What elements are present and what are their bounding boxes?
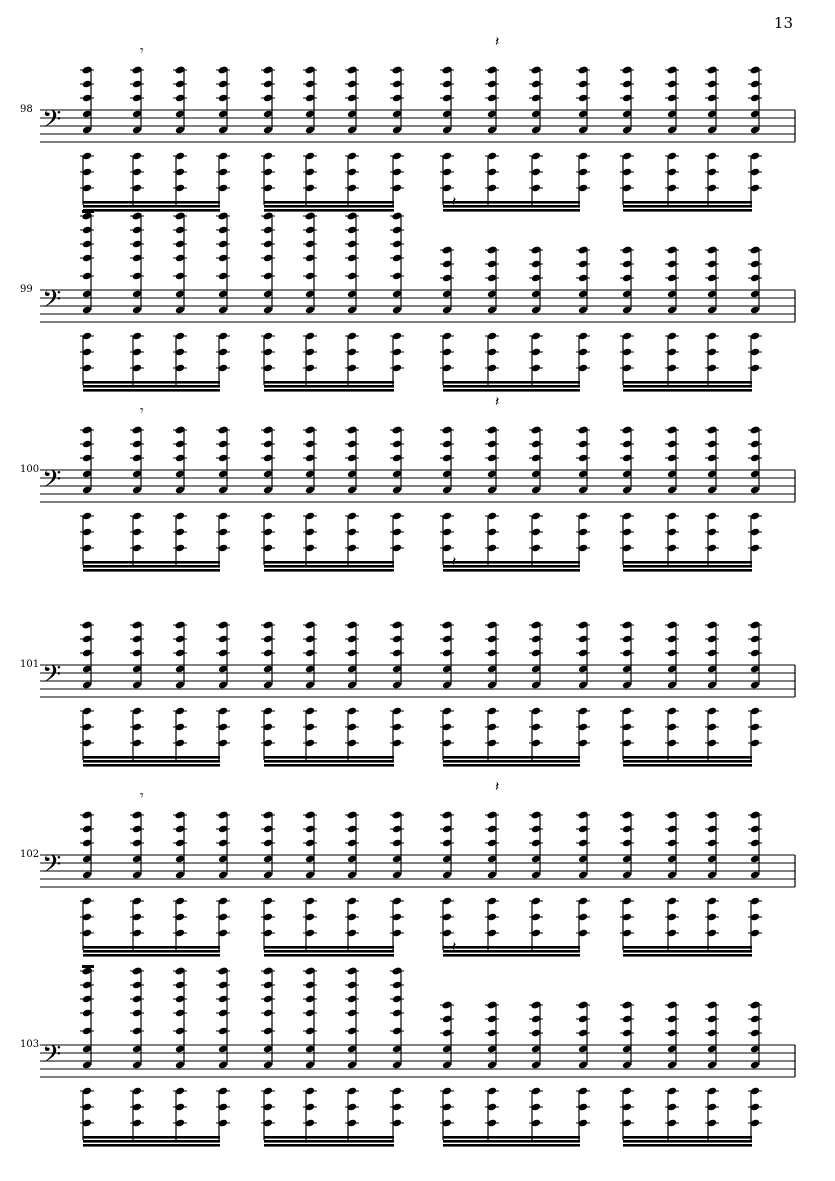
beam <box>264 205 394 208</box>
beam <box>83 201 220 204</box>
beam <box>443 561 580 564</box>
beam <box>83 1136 220 1139</box>
beam <box>623 565 752 568</box>
beam <box>264 764 394 767</box>
beam <box>623 1140 752 1143</box>
beam <box>83 764 220 767</box>
beam <box>264 760 394 763</box>
beam <box>443 950 580 953</box>
beam <box>443 1136 580 1139</box>
beam <box>443 946 580 949</box>
beam <box>443 569 580 572</box>
beam <box>83 760 220 763</box>
beam <box>83 756 220 759</box>
beam <box>623 381 752 384</box>
system-98 <box>20 34 795 212</box>
system-101 <box>20 620 795 766</box>
beam <box>443 760 580 763</box>
beam <box>623 756 752 759</box>
beam <box>443 201 580 204</box>
beam <box>83 1144 220 1147</box>
beam <box>623 950 752 953</box>
rest-icon: 𝄽 <box>452 939 457 955</box>
bass-clef-icon: 𝄢 <box>42 660 62 695</box>
beam <box>623 389 752 392</box>
measure-number: 100 <box>20 464 40 475</box>
system-102 <box>20 779 795 957</box>
beam <box>83 954 220 957</box>
rest-icon: 𝄾 <box>140 788 144 804</box>
beam <box>623 201 752 204</box>
beam <box>264 201 394 204</box>
beam <box>443 764 580 767</box>
beam <box>443 209 580 212</box>
beam <box>83 950 220 953</box>
bass-clef-icon: 𝄢 <box>42 105 62 140</box>
beam <box>264 209 394 212</box>
measure-number: 99 <box>20 284 33 295</box>
beam <box>264 756 394 759</box>
beam <box>623 946 752 949</box>
whole-rest-icon <box>82 965 94 968</box>
bass-clef-icon: 𝄢 <box>42 1040 62 1075</box>
system-99 <box>20 210 795 392</box>
beam <box>443 756 580 759</box>
beam <box>264 385 394 388</box>
rest-icon: 𝄾 <box>140 403 144 419</box>
beam <box>443 565 580 568</box>
beam <box>623 385 752 388</box>
beam <box>443 954 580 957</box>
page-number: 13 <box>773 14 793 32</box>
measure-number: 102 <box>20 849 40 860</box>
beam <box>83 385 220 388</box>
beam <box>83 565 220 568</box>
beam <box>264 1136 394 1139</box>
beam <box>623 1136 752 1139</box>
beam <box>264 946 394 949</box>
beam <box>264 954 394 957</box>
beam <box>264 561 394 564</box>
beam <box>443 385 580 388</box>
beam <box>83 561 220 564</box>
bass-clef-icon: 𝄢 <box>42 850 62 885</box>
beam <box>264 569 394 572</box>
bass-clef-icon: 𝄢 <box>42 285 62 320</box>
beam <box>83 946 220 949</box>
beam <box>83 569 220 572</box>
measure-number: 101 <box>20 659 40 670</box>
beam <box>264 950 394 953</box>
beam <box>83 1140 220 1143</box>
beam <box>443 1140 580 1143</box>
system-100 <box>20 394 795 572</box>
beam <box>83 205 220 208</box>
beam <box>264 1144 394 1147</box>
beam <box>264 381 394 384</box>
bass-clef-icon: 𝄢 <box>42 465 62 500</box>
beam <box>83 381 220 384</box>
beam <box>264 565 394 568</box>
beam <box>623 569 752 572</box>
beam <box>83 389 220 392</box>
beam <box>443 1144 580 1147</box>
beam <box>623 561 752 564</box>
beam <box>623 954 752 957</box>
rest-icon: 𝄾 <box>140 43 144 59</box>
beam <box>443 205 580 208</box>
measure-number: 98 <box>20 104 33 115</box>
rest-icon: 𝄽 <box>495 779 500 795</box>
beam <box>443 381 580 384</box>
rest-icon: 𝄽 <box>452 194 457 210</box>
beam <box>623 1144 752 1147</box>
beam <box>623 760 752 763</box>
beam <box>443 389 580 392</box>
system-103 <box>20 965 795 1147</box>
beam <box>264 1140 394 1143</box>
rest-icon: 𝄽 <box>495 34 500 50</box>
beam <box>623 764 752 767</box>
beam <box>264 389 394 392</box>
whole-rest-icon <box>82 210 94 213</box>
beam <box>623 205 752 208</box>
beam <box>83 209 220 212</box>
measure-number: 103 <box>20 1039 40 1050</box>
rest-icon: 𝄽 <box>452 554 457 570</box>
beam <box>623 209 752 212</box>
rest-icon: 𝄽 <box>495 394 500 410</box>
